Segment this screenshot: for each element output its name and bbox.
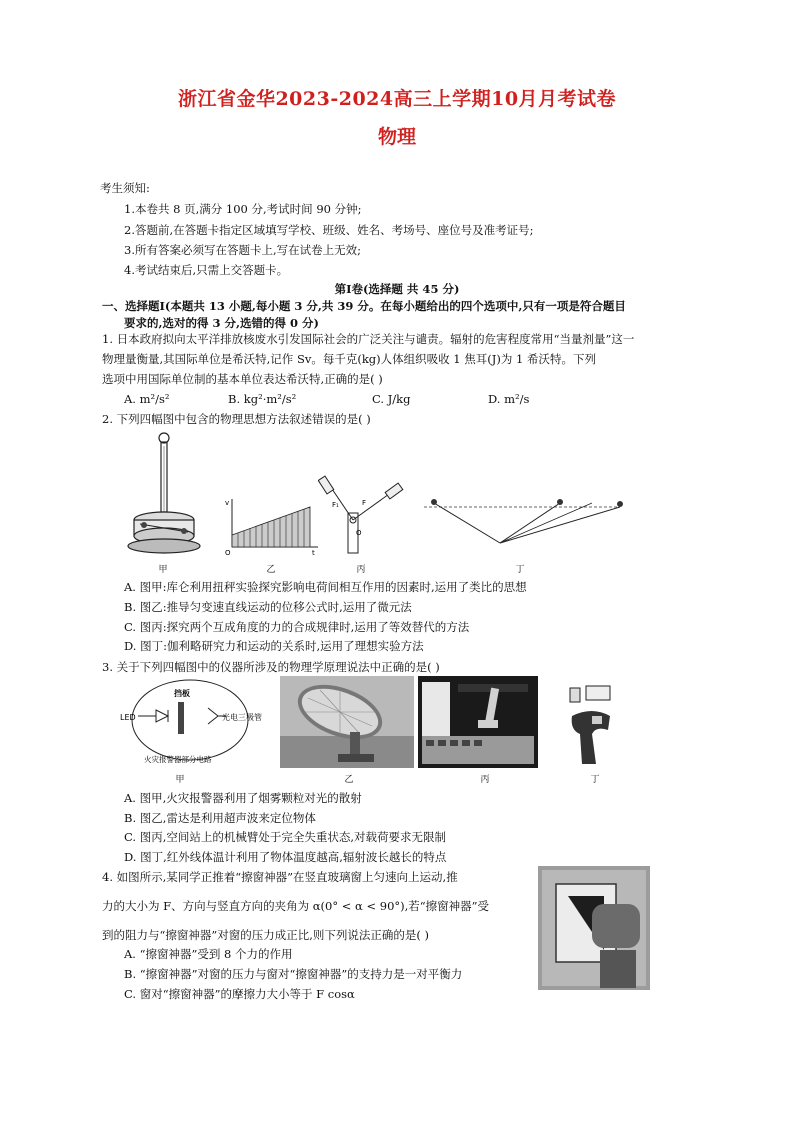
notice-heading: 考生须知: [100,181,150,195]
q3-option-c: C. 图丙,空间站上的机械臂处于完全失重状态,对载荷要求无限制 [124,830,447,844]
q4-stem: 到的阻力与“擦窗神器”对窗的压力成正比,则下列说法正确的是( ) [102,928,430,942]
figure-label-bing: 丙 [480,775,490,785]
ir-thermometer-figure [552,680,622,768]
subject-title: 物理 [377,126,416,148]
q3-option-a: A. 图甲,火灾报警器利用了烟雾颗粒对光的散射 [124,791,362,805]
q2-option-a: A. 图甲:库仑利用扭秤实验探究影响电荷间相互作用的因素时,运用了类比的思想 [124,580,527,594]
q2-option-d: D. 图丁:伽利略研究力和运动的关系时,运用了理想实验方法 [124,639,424,653]
figure-label-bing: 丙 [356,565,366,575]
part-title: 第Ⅰ卷(选择题 共 45 分) [334,282,460,296]
q1-stem: 选项中用国际单位制的基本单位表达希沃特,正确的是( ) [102,372,383,386]
q1-stem: 物理量衡量,其国际单位是希沃特,记作 Sv。每千克(kg)人体组织吸收 1 焦耳(J)为 1 希沃特。下列 [102,352,596,366]
q3-option-d: D. 图丁,红外线体温计利用了物体温度越高,辐射波长越长的特点 [124,850,447,864]
q4-stem: 力的大小为 F、方向与竖直方向的夹角为 α(0° < α < 90°),若“擦窗神器”受 [102,899,490,913]
figure-label-yi: 乙 [266,565,276,575]
q3-stem: 3. 关于下列四幅图中的仪器所涉及的物理学原理说法中正确的是( ) [102,660,440,674]
q4-stem: 4. 如图所示,某同学正推着“擦窗神器”在竖直玻璃窗上匀速向上运动,推 [102,870,458,884]
force-label-f1: F₁ [332,501,339,509]
vt-axis-o: O [225,549,231,557]
q2-stem: 2. 下列四幅图中包含的物理思想方法叙述错误的是( ) [102,412,371,426]
q4-option-a: A. “擦窗神器”受到 8 个力的作用 [124,947,293,961]
figure-label-jia: 甲 [158,565,168,575]
torsion-balance-figure [126,428,202,558]
section-heading-cont: 要求的,选对的得 3 分,选错的得 0 分) [124,316,319,330]
notice-item: 3.所有答案必须写在答题卡上,写在试卷上无效; [124,243,361,257]
exam-title: 浙江省金华2023-2024高三上学期10月月考试卷 [177,88,617,110]
notice-item: 4.考试结束后,只需上交答题卡。 [124,263,289,277]
vt-graph-figure [224,495,320,557]
force-synthesis-figure [318,475,404,555]
q2-option-b: B. 图乙:推导匀变速直线运动的位移公式时,运用了微元法 [124,600,412,614]
q2-option-c: C. 图丙:探究两个互成角度的力的合成规律时,运用了等效替代的方法 [124,620,470,634]
q1-option-d: D. m²/s [488,392,530,406]
notice-item: 1.本卷共 8 页,满分 100 分,考试时间 90 分钟; [124,202,362,216]
figure-label-ding: 丁 [515,565,525,575]
circuit-phototransistor-label: 光电三极管 [222,713,262,722]
q3-option-b: B. 图乙,雷达是利用超声波来定位物体 [124,811,316,825]
radar-photo [280,676,414,768]
circuit-led-label: LED [120,713,136,722]
q4-option-c: C. 窗对“擦窗神器”的摩擦力大小等于 F cosα [124,987,355,1001]
figure-label-jia: 甲 [175,775,185,785]
figure-label-yi: 乙 [344,775,354,785]
q1-option-c: C. J/kg [372,392,411,406]
notice-item: 2.答题前,在答题卡指定区域填写学校、班级、姓名、考场号、座位号及准考证号; [124,223,534,237]
window-cleaner-photo [538,866,650,990]
space-arm-photo [418,676,538,768]
vt-axis-v: v [225,499,230,507]
force-label-f: F [362,499,367,507]
circuit-baffle-label: 挡板 [174,689,190,698]
circuit-caption: 火灾报警器部分电路 [144,755,212,764]
q4-option-b: B. “擦窗神器”对窗的压力与窗对“擦窗神器”的支持力是一对平衡力 [124,967,463,981]
figure-label-ding: 丁 [590,775,600,785]
force-label-o: O [356,529,362,537]
section-heading: 一、选择题Ⅰ(本题共 13 小题,每小题 3 分,共 39 分。在每小题给出的四个选项中,只有一项是符合题目 [102,299,626,313]
q1-option-a: A. m²/s² [124,392,170,406]
q1-option-b: B. kg²·m²/s² [228,392,297,406]
q1-stem: 1. 日本政府拟向太平洋排放核废水引发国际社会的广泛关注与谴责。辐射的危害程度常用“当量剂量”这一 [102,332,635,346]
vt-axis-t: t [312,549,315,557]
galileo-ramp-figure [420,497,628,549]
fire-alarm-circuit-figure [118,676,278,768]
